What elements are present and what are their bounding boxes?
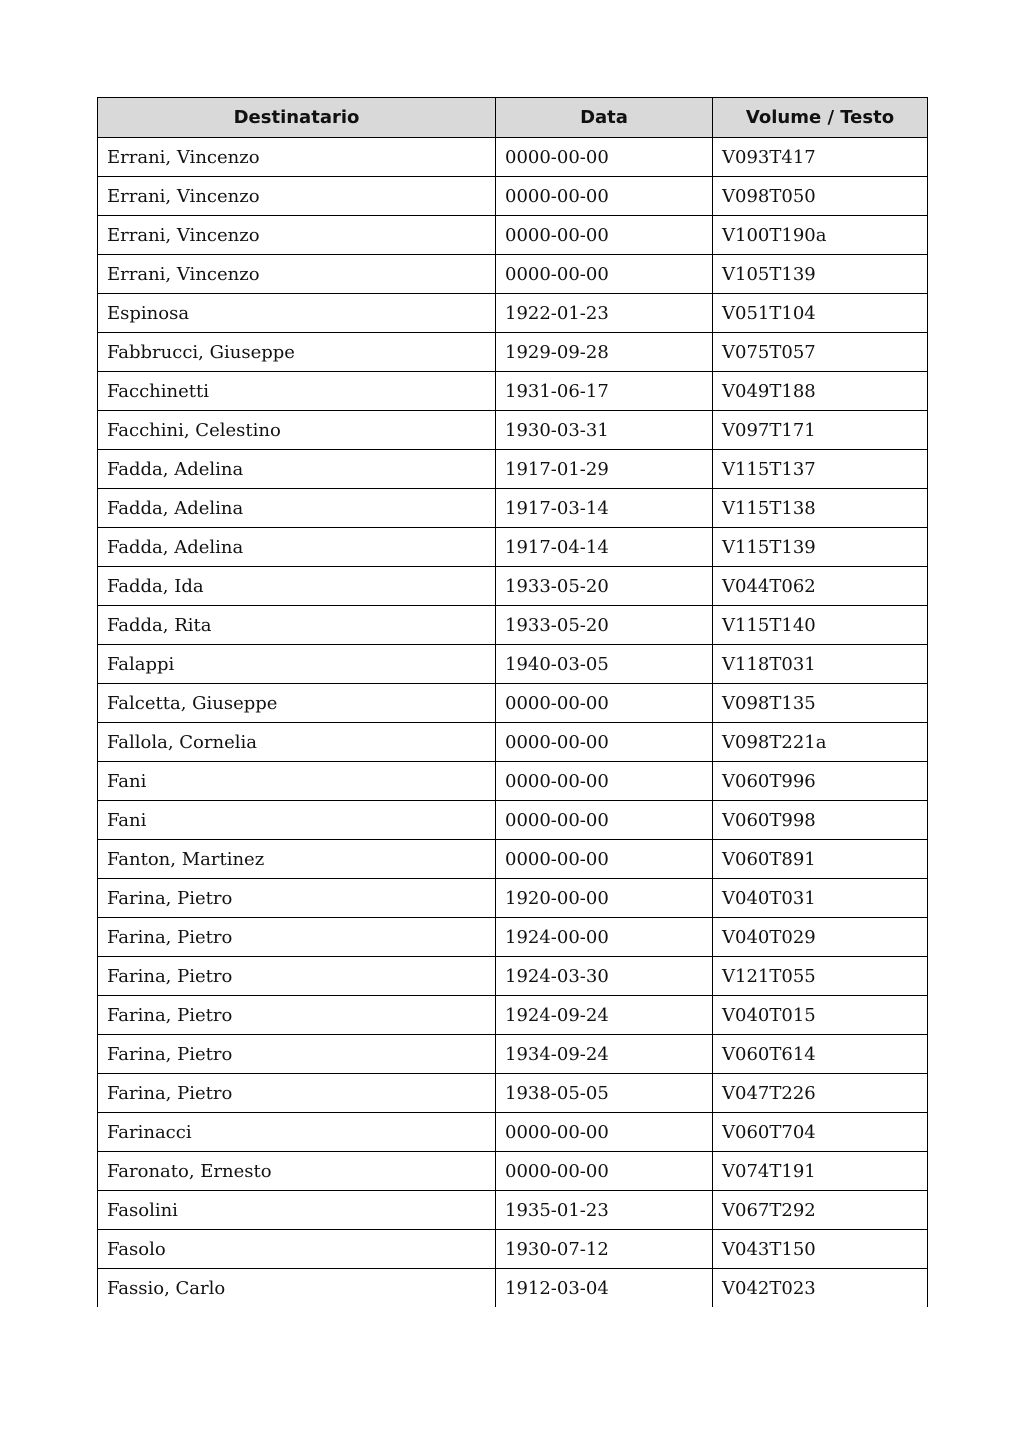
table-row [98, 216, 928, 255]
table-row [98, 1074, 928, 1113]
table-row [98, 996, 928, 1035]
volume-testo-cell: V098T050 [713, 177, 928, 216]
destinatario-cell: Farina, Pietro [98, 996, 496, 1035]
destinatario-cell: Espinosa [98, 294, 496, 333]
table-row [98, 1152, 928, 1191]
table-row [98, 606, 928, 645]
volume-testo-cell: V060T704 [713, 1113, 928, 1152]
data-cell: 1930-07-12 [496, 1230, 713, 1269]
table-row [98, 177, 928, 216]
data-cell: 1924-09-24 [496, 996, 713, 1035]
document-table-container [97, 97, 927, 1307]
volume-testo-cell: V118T031 [713, 645, 928, 684]
destinatario-cell: Fadda, Rita [98, 606, 496, 645]
data-cell: 1920-00-00 [496, 879, 713, 918]
volume-testo-cell: V051T104 [713, 294, 928, 333]
destinatario-cell: Farina, Pietro [98, 957, 496, 996]
data-cell: 1934-09-24 [496, 1035, 713, 1074]
destinatario-cell: Fadda, Adelina [98, 489, 496, 528]
data-cell: 0000-00-00 [496, 216, 713, 255]
table-row [98, 645, 928, 684]
data-cell: 1935-01-23 [496, 1191, 713, 1230]
destinatario-cell: Fassio, Carlo [98, 1269, 496, 1308]
volume-testo-cell: V060T614 [713, 1035, 928, 1074]
destinatario-cell: Farina, Pietro [98, 879, 496, 918]
volume-testo-cell: V075T057 [713, 333, 928, 372]
volume-testo-cell: V098T221a [713, 723, 928, 762]
data-cell: 0000-00-00 [496, 801, 713, 840]
data-cell: 0000-00-00 [496, 1113, 713, 1152]
destinatario-cell: Facchinetti [98, 372, 496, 411]
volume-testo-cell: V115T139 [713, 528, 928, 567]
destinatario-cell: Errani, Vincenzo [98, 138, 496, 177]
data-cell: 0000-00-00 [496, 255, 713, 294]
volume-testo-cell: V121T055 [713, 957, 928, 996]
data-cell: 0000-00-00 [496, 138, 713, 177]
volume-testo-cell: V097T171 [713, 411, 928, 450]
table-body [98, 138, 928, 1308]
table-row [98, 333, 928, 372]
volume-testo-cell: V060T891 [713, 840, 928, 879]
data-cell: 0000-00-00 [496, 684, 713, 723]
table-row [98, 528, 928, 567]
destinatario-cell: Farinacci [98, 1113, 496, 1152]
table-row [98, 684, 928, 723]
data-cell: 1917-03-14 [496, 489, 713, 528]
table-row [98, 1230, 928, 1269]
volume-testo-cell: V060T998 [713, 801, 928, 840]
destinatario-cell: Errani, Vincenzo [98, 216, 496, 255]
table-row [98, 1191, 928, 1230]
destinatario-cell: Fadda, Ida [98, 567, 496, 606]
table-row [98, 294, 928, 333]
destinatario-cell: Fallola, Cornelia [98, 723, 496, 762]
volume-testo-cell: V074T191 [713, 1152, 928, 1191]
volume-testo-cell: V044T062 [713, 567, 928, 606]
data-cell: 1940-03-05 [496, 645, 713, 684]
data-cell: 0000-00-00 [496, 762, 713, 801]
destinatario-cell: Farina, Pietro [98, 1074, 496, 1113]
table-row [98, 138, 928, 177]
table-row [98, 567, 928, 606]
data-cell: 1930-03-31 [496, 411, 713, 450]
recipients-table [97, 97, 928, 1307]
table-row [98, 957, 928, 996]
volume-testo-cell: V115T137 [713, 450, 928, 489]
header-row [98, 98, 928, 138]
destinatario-cell: Fani [98, 762, 496, 801]
table-row [98, 450, 928, 489]
destinatario-cell: Farina, Pietro [98, 918, 496, 957]
destinatario-cell: Fabbrucci, Giuseppe [98, 333, 496, 372]
data-cell: 0000-00-00 [496, 1152, 713, 1191]
data-cell: 1933-05-20 [496, 567, 713, 606]
destinatario-cell: Faronato, Ernesto [98, 1152, 496, 1191]
data-cell: 0000-00-00 [496, 840, 713, 879]
data-cell: 0000-00-00 [496, 723, 713, 762]
data-cell: 1917-04-14 [496, 528, 713, 567]
table-row [98, 840, 928, 879]
table-row [98, 762, 928, 801]
destinatario-cell: Fanton, Martinez [98, 840, 496, 879]
destinatario-cell: Facchini, Celestino [98, 411, 496, 450]
data-cell: 1924-00-00 [496, 918, 713, 957]
destinatario-cell: Falcetta, Giuseppe [98, 684, 496, 723]
table-row [98, 801, 928, 840]
table-row [98, 879, 928, 918]
table-row [98, 372, 928, 411]
table-row [98, 723, 928, 762]
table-header [98, 98, 928, 138]
volume-testo-cell: V115T138 [713, 489, 928, 528]
volume-testo-cell: V049T188 [713, 372, 928, 411]
data-cell: 1922-01-23 [496, 294, 713, 333]
volume-testo-cell: V040T031 [713, 879, 928, 918]
volume-testo-cell: V067T292 [713, 1191, 928, 1230]
destinatario-cell: Fadda, Adelina [98, 450, 496, 489]
volume-testo-cell: V093T417 [713, 138, 928, 177]
table-row [98, 411, 928, 450]
volume-testo-cell: V115T140 [713, 606, 928, 645]
column-header-volume-testo: Volume / Testo [713, 98, 928, 138]
destinatario-cell: Falappi [98, 645, 496, 684]
data-cell: 0000-00-00 [496, 177, 713, 216]
data-cell: 1931-06-17 [496, 372, 713, 411]
data-cell: 1912-03-04 [496, 1269, 713, 1308]
destinatario-cell: Errani, Vincenzo [98, 255, 496, 294]
volume-testo-cell: V098T135 [713, 684, 928, 723]
destinatario-cell: Fani [98, 801, 496, 840]
column-header-destinatario: Destinatario [98, 98, 496, 138]
volume-testo-cell: V040T029 [713, 918, 928, 957]
data-cell: 1924-03-30 [496, 957, 713, 996]
volume-testo-cell: V040T015 [713, 996, 928, 1035]
table-row [98, 1035, 928, 1074]
table-row [98, 255, 928, 294]
destinatario-cell: Errani, Vincenzo [98, 177, 496, 216]
table-row [98, 918, 928, 957]
table-row [98, 1113, 928, 1152]
destinatario-cell: Fasolini [98, 1191, 496, 1230]
volume-testo-cell: V042T023 [713, 1269, 928, 1308]
volume-testo-cell: V100T190a [713, 216, 928, 255]
volume-testo-cell: V043T150 [713, 1230, 928, 1269]
volume-testo-cell: V060T996 [713, 762, 928, 801]
data-cell: 1929-09-28 [496, 333, 713, 372]
volume-testo-cell: V105T139 [713, 255, 928, 294]
table-row [98, 1269, 928, 1308]
destinatario-cell: Fasolo [98, 1230, 496, 1269]
data-cell: 1917-01-29 [496, 450, 713, 489]
destinatario-cell: Fadda, Adelina [98, 528, 496, 567]
column-header-data: Data [496, 98, 713, 138]
volume-testo-cell: V047T226 [713, 1074, 928, 1113]
destinatario-cell: Farina, Pietro [98, 1035, 496, 1074]
table-row [98, 489, 928, 528]
data-cell: 1933-05-20 [496, 606, 713, 645]
data-cell: 1938-05-05 [496, 1074, 713, 1113]
